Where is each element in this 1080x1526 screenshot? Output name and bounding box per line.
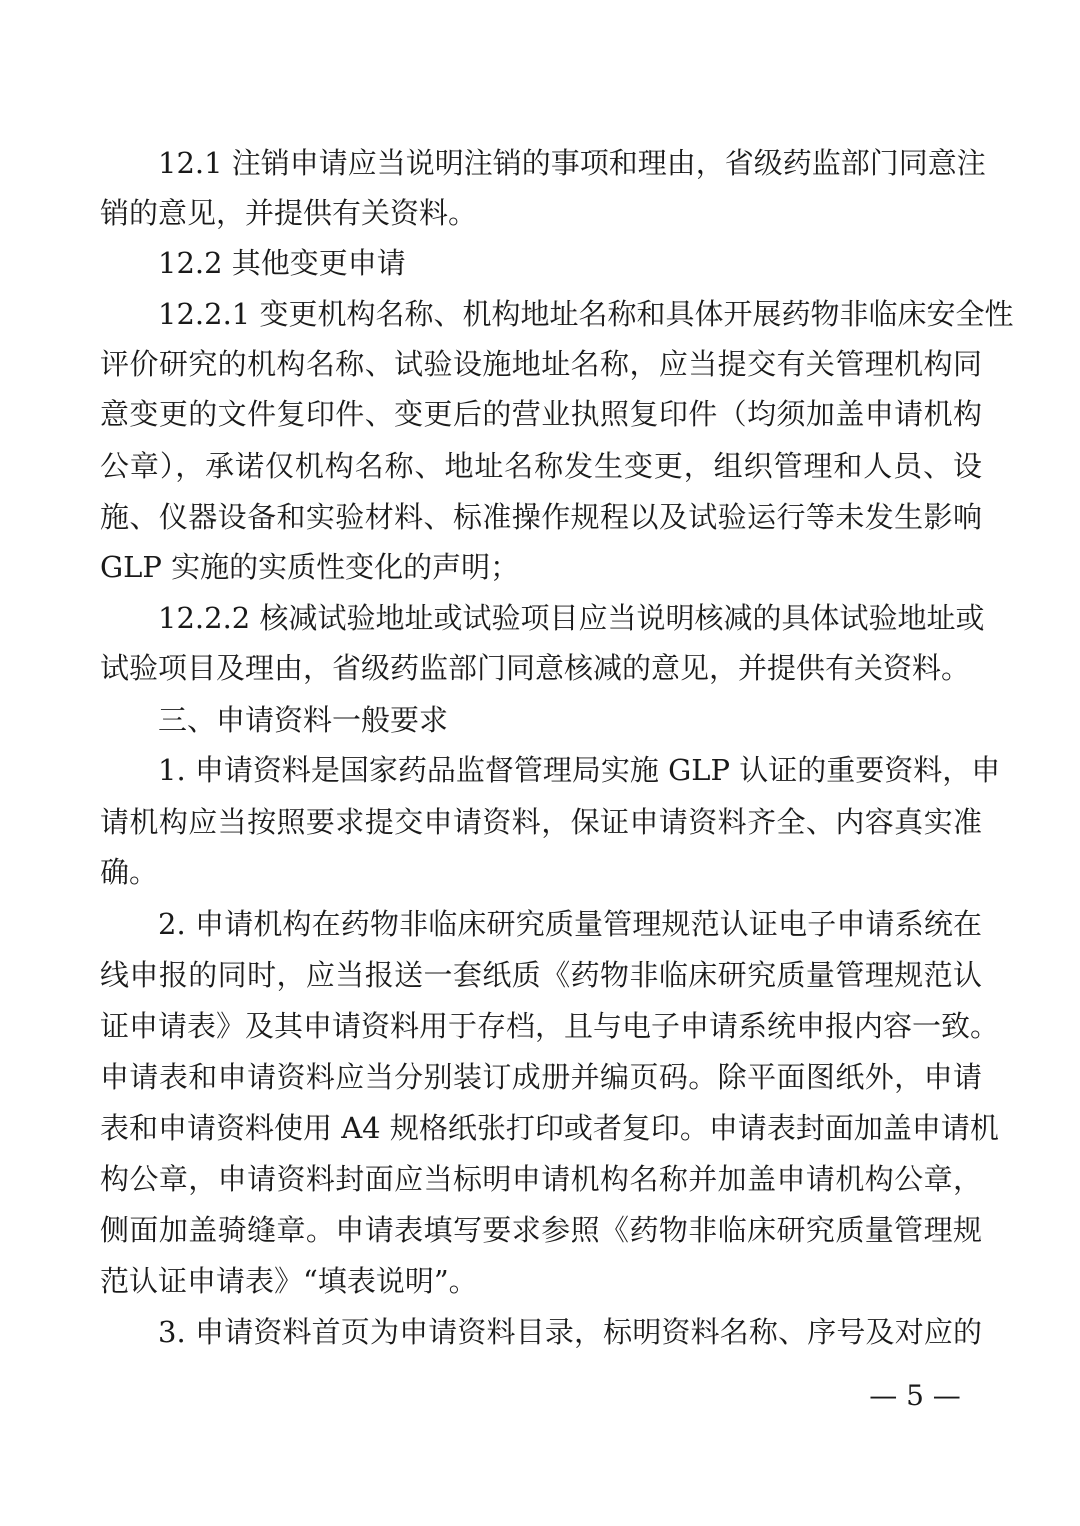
requirement-2-line-6: 构公章，申请资料封面应当标明申请机构名称并加盖申请机构公章， [100, 1162, 982, 1196]
requirement-2-line-3: 证申请表》及其申请资料用于存档，且与电子申请系统申报内容一致。 [100, 1009, 1000, 1043]
requirement-2-line-8: 范认证申请表》“填表说明”。 [100, 1264, 478, 1298]
paragraph-12-2-1-line-2: 评价研究的机构名称、试验设施地址名称，应当提交有关管理机构同 [100, 347, 982, 381]
requirement-2-line-4: 申请表和申请资料应当分别装订成册并编页码。除平面图纸外，申请 [100, 1060, 982, 1094]
requirement-2-line-5: 表和申请资料使用 A4 规格纸张打印或者复印。申请表封面加盖申请机 [100, 1111, 999, 1145]
paragraph-12-2-1-line-6: GLP 实施的实质性变化的声明； [100, 550, 520, 584]
section-heading-3: 三、申请资料一般要求 [158, 703, 449, 737]
paragraph-12-2-1-line-5: 施、仪器设备和实验材料、标准操作规程以及试验运行等未发生影响 [100, 500, 982, 534]
paragraph-12-2-2-line-2: 试验项目及理由，省级药监部门同意核减的意见，并提供有关资料。 [100, 651, 971, 685]
requirement-1-line-2: 请机构应当按照要求提交申请资料，保证申请资料齐全、内容真实准 [100, 805, 982, 839]
requirement-3-line-1: 3. 申请资料首页为申请资料目录，标明资料名称、序号及对应的 [158, 1315, 982, 1349]
paragraph-12-1-line-1: 12.1 注销申请应当说明注销的事项和理由，省级药监部门同意注 [158, 146, 986, 180]
paragraph-12-2-1-line-1: 12.2.1 变更机构名称、机构地址名称和具体开展药物非临床安全性 [158, 297, 1014, 331]
paragraph-12-2-2-line-1: 12.2.2 核减试验地址或试验项目应当说明核减的具体试验地址或 [158, 601, 985, 635]
paragraph-12-2-1-line-4: 公章），承诺仅机构名称、地址名称发生变更，组织管理和人员、设 [100, 449, 982, 483]
heading-12-2: 12.2 其他变更申请 [158, 246, 406, 280]
requirement-1-line-1: 1. 申请资料是国家药品监督管理局实施 GLP 认证的重要资料，申 [158, 753, 1001, 787]
page-number: — 5 — [869, 1379, 961, 1412]
requirement-2-line-7: 侧面加盖骑缝章。申请表填写要求参照《药物非临床研究质量管理规 [100, 1213, 982, 1247]
paragraph-12-2-1-line-3: 意变更的文件复印件、变更后的营业执照复印件（均须加盖申请机构 [100, 397, 982, 431]
requirement-2-line-2: 线申报的同时，应当报送一套纸质《药物非临床研究质量管理规范认 [100, 958, 982, 992]
requirement-2-line-1: 2. 申请机构在药物非临床研究质量管理规范认证电子申请系统在 [158, 907, 982, 941]
requirement-1-line-3: 确。 [100, 855, 159, 889]
paragraph-12-1-line-2: 销的意见，并提供有关资料。 [100, 196, 478, 230]
